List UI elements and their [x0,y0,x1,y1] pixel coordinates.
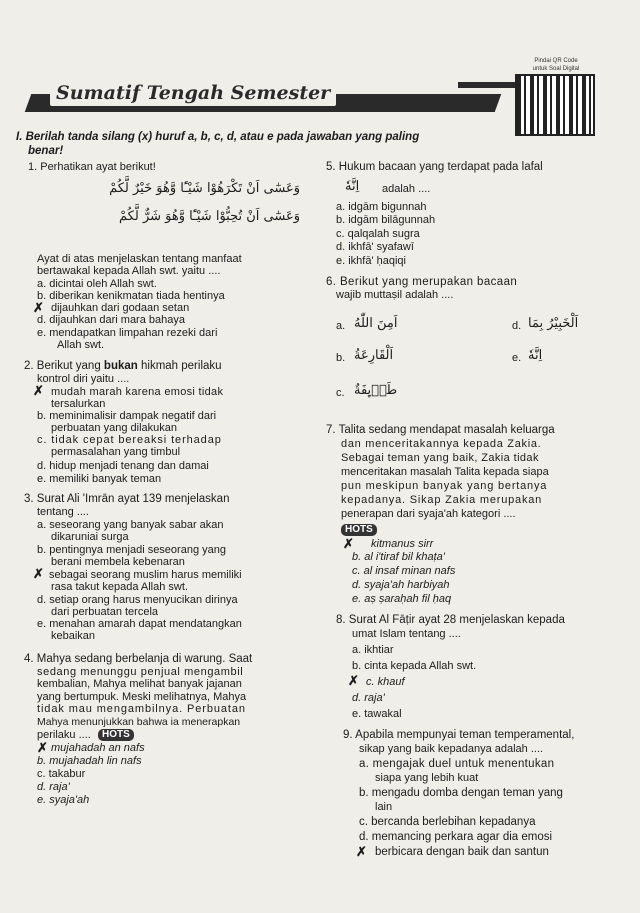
q2-option-d[interactable]: d. hidup menjadi tenang dan damai [37,460,209,472]
qr-code[interactable] [515,74,595,136]
q8-answer-mark: ✗ [348,673,359,688]
q5-option-d[interactable]: d. ikhfā' syafawī [336,241,414,253]
q2-stem-2: kontrol diri yaitu .... [37,373,130,385]
q8-option-a[interactable]: a. ikhtiar [352,644,394,656]
q6-option-d[interactable]: d. [512,320,522,332]
qr-label: Pindai QR Code untuk Soal Digital [532,58,580,72]
q7-option-d[interactable]: d. syaja'ah harbiyah [352,579,450,591]
q5-stem-2: adalah .... [382,183,431,195]
q2-option-c[interactable]: c. tidak cepat bereaksi terhadap [37,434,222,446]
q8-stem-2: umat Islam tentang .... [352,628,461,640]
q2-option-e[interactable]: e. memiliki banyak teman [37,473,162,485]
q2-option-a-cont: tersalurkan [51,398,106,410]
q2-option-c-cont: permasalahan yang timbul [51,446,181,458]
q2-answer-mark: ✗ [33,383,44,398]
q1-arabic-line-1: وَعَسٰٓى اَنْ تَكْرَهُوْا شَيْـًٔا وَّهُوَ خَيْرٌ لَّكُمْ [109,181,300,196]
q7-option-e[interactable]: e. aṣ ṣaraḥah fil ḥaq [352,593,452,605]
q9-option-b-cont: lain [375,801,393,813]
q1-option-d[interactable]: d. dijauhkan dari mara bahaya [37,314,185,326]
q9-option-e[interactable]: berbicara dengan baik dan santun [375,846,549,858]
q7-option-a[interactable]: kitmanus sirr [371,538,434,550]
q7-stem-5: pun meskipun banyak yang bertanya [341,480,548,492]
q6-option-a-arabic: اَمِنَ اللّٰهُ [354,316,398,331]
q6-stem: 6. Berikut yang merupakan bacaan [326,276,518,288]
q9-option-c[interactable]: c. bercanda berlebihan kepadanya [359,816,536,828]
q7-answer-mark: ✗ [343,536,354,551]
q5-option-c[interactable]: c. qalqalah sugra [336,228,420,240]
page-title: Sumatif Tengah Semester [50,80,336,106]
q4-hots-badge: HOTS [98,729,134,741]
q4-answer-mark: ✗ [37,740,48,755]
header-accent [458,82,518,88]
q3-option-c[interactable]: sebagai seorang muslim harus memiliki [49,569,242,581]
q7-stem-4: menceritakan masalah Talita kepada siapa [341,466,549,478]
q9-stem: 9. Apabila mempunyai teman temperamental, [343,729,575,741]
q3-stem-2: tentang .... [37,506,89,518]
q3-option-c-cont: rasa takut kepada Allah swt. [51,581,188,593]
q5-option-b[interactable]: b. idgām bilāgunnah [336,214,436,226]
q1-option-b[interactable]: b. diberikan kenikmatan tiada hentinya [37,290,225,302]
q2-stem: 2. Berikut yang bukan hikmah perilaku [24,360,222,372]
q7-stem-7: penerapan dari syaja'ah kategori .... [341,508,516,520]
q1-text-1: Ayat di atas menjelaskan tentang manfaat [37,253,242,265]
q1-option-c[interactable]: dijauhkan dari godaan setan [51,302,190,314]
q4-option-b[interactable]: b. mujahadah lin nafs [37,755,142,767]
q9-option-a[interactable]: a. mengajak duel untuk menentukan [359,758,555,770]
q6-option-d-arabic: اَلْخَبِيْرُ بِمَا [528,316,579,331]
q3-option-b[interactable]: b. pentingnya menjadi seseorang yang [37,544,226,556]
q1-option-e[interactable]: e. mendapatkan limpahan rezeki dari [37,327,218,339]
q6-option-e[interactable]: e. [512,352,522,364]
q3-option-e[interactable]: e. menahan amarah dapat mendatangkan [37,618,242,630]
q9-option-d[interactable]: d. memancing perkara agar dia emosi [359,831,553,843]
q5-stem: 5. Hukum bacaan yang terdapat pada lafal [326,161,543,173]
q9-stem-2: sikap yang baik kepadanya adalah .... [359,743,544,755]
q2-option-a[interactable]: mudah marah karena emosi tidak [51,386,224,398]
q4-option-e[interactable]: e. syaja'ah [37,794,90,806]
q4-stem-7: perilaku .... [37,729,91,741]
q7-hots-badge: HOTS [341,524,377,536]
q9-option-a-cont: siapa yang lebih kuat [375,772,479,784]
q2-option-b-cont: perbuatan yang dilakukan [51,422,177,434]
q6-stem-2: wajib muttaṣil adalah .... [336,289,454,301]
q8-option-c[interactable]: c. khauf [366,676,405,688]
q1-text-2: bertawakal kepada Allah swt. yaitu .... [37,265,221,277]
q3-option-d[interactable]: d. setiap orang harus menyucikan dirinya [37,594,238,606]
q7-stem-2: dan menceritakannya kepada Zakia. [341,438,542,450]
q8-option-e[interactable]: e. tawakal [352,708,402,720]
q5-option-a[interactable]: a. idgām bigunnah [336,201,427,213]
q9-option-b[interactable]: b. mengadu domba dengan teman yang [359,787,563,799]
q3-answer-mark: ✗ [33,566,44,581]
instruction-line-2: benar! [28,145,64,157]
q4-stem-6: Mahya menunjukkan bahwa ia menerapkan [37,716,241,728]
q4-stem-3: kembalian, Mahya melihat banyak jajanan [37,678,242,690]
instruction-line-1: I. Berilah tanda silang (x) huruf a, b, c, d, atau e pada jawaban yang paling [16,131,420,143]
q7-option-b[interactable]: b. al i'tiraf bil khaṭa' [352,551,445,563]
q1-answer-mark: ✗ [33,300,44,315]
q9-answer-mark: ✗ [356,844,367,859]
q4-stem-2: sedang menunggu penjual mengambil [37,666,244,678]
q2-option-b[interactable]: b. meminimalisir dampak negatif dari [37,410,217,422]
q4-option-c[interactable]: c. takabur [37,768,86,780]
q1-stem: 1. Perhatikan ayat berikut! [28,161,156,173]
q6-option-a[interactable]: a. [336,320,346,332]
q3-option-a-cont: dikaruniai surga [51,531,129,543]
q6-option-c[interactable]: c. [336,387,345,399]
q1-option-a[interactable]: a. dicintai oleh Allah swt. [37,278,157,290]
q4-stem-1: 4. Mahya sedang berbelanja di warung. Saat [24,653,253,665]
q3-option-b-cont: berani membela kebenaran [51,556,185,568]
q6-option-b-arabic: اَلْقَارِعَةُ [354,348,394,363]
q3-option-e-cont: kebaikan [51,630,96,642]
q8-option-d[interactable]: d. raja' [352,692,385,704]
q4-option-a[interactable]: mujahadah an nafs [51,742,145,754]
q1-option-e-cont: Allah swt. [57,339,105,351]
q4-stem-5: tidak mau mengambilnya. Perbuatan [37,703,246,715]
q4-option-d[interactable]: d. raja' [37,781,70,793]
q8-option-b[interactable]: b. cinta kepada Allah swt. [352,660,477,672]
q3-option-d-cont: dari perbuatan tercela [51,606,159,618]
q4-stem-4: yang bertumpuk. Meski melihatnya, Mahya [37,691,247,703]
q6-option-c-arabic: طَاۤىِٕفَةٌ [354,383,398,398]
q3-option-a[interactable]: a. seseorang yang banyak sabar akan [37,519,224,531]
q5-option-e[interactable]: e. ikhfā' ḥaqiqi [336,255,406,267]
q7-stem-1: 7. Talita sedang mendapat masalah keluarga [326,424,555,436]
q3-stem: 3. Surat Ali 'Imrān ayat 139 menjelaskan [24,493,230,505]
q7-stem-6: kepadanya. Sikap Zakia merupakan [341,494,543,506]
q8-stem: 8. Surat Al Fāṭir ayat 28 menjelaskan kepada [336,614,565,626]
section-header [28,66,498,126]
q7-option-c[interactable]: c. al insaf minan nafs [352,565,456,577]
q6-option-b[interactable]: b. [336,352,346,364]
q5-arabic: اِنَّهٗ [345,179,360,194]
q1-arabic-line-2: وَعَسٰٓى اَنْ تُحِبُّوْا شَيْـًٔا وَّهُوَ شَرٌّ لَّكُمْ [119,209,300,224]
q7-stem-3: Sebagai teman yang baik, Zakia tidak [341,452,539,464]
q6-option-e-arabic: اِنَّهٗ [528,348,543,363]
